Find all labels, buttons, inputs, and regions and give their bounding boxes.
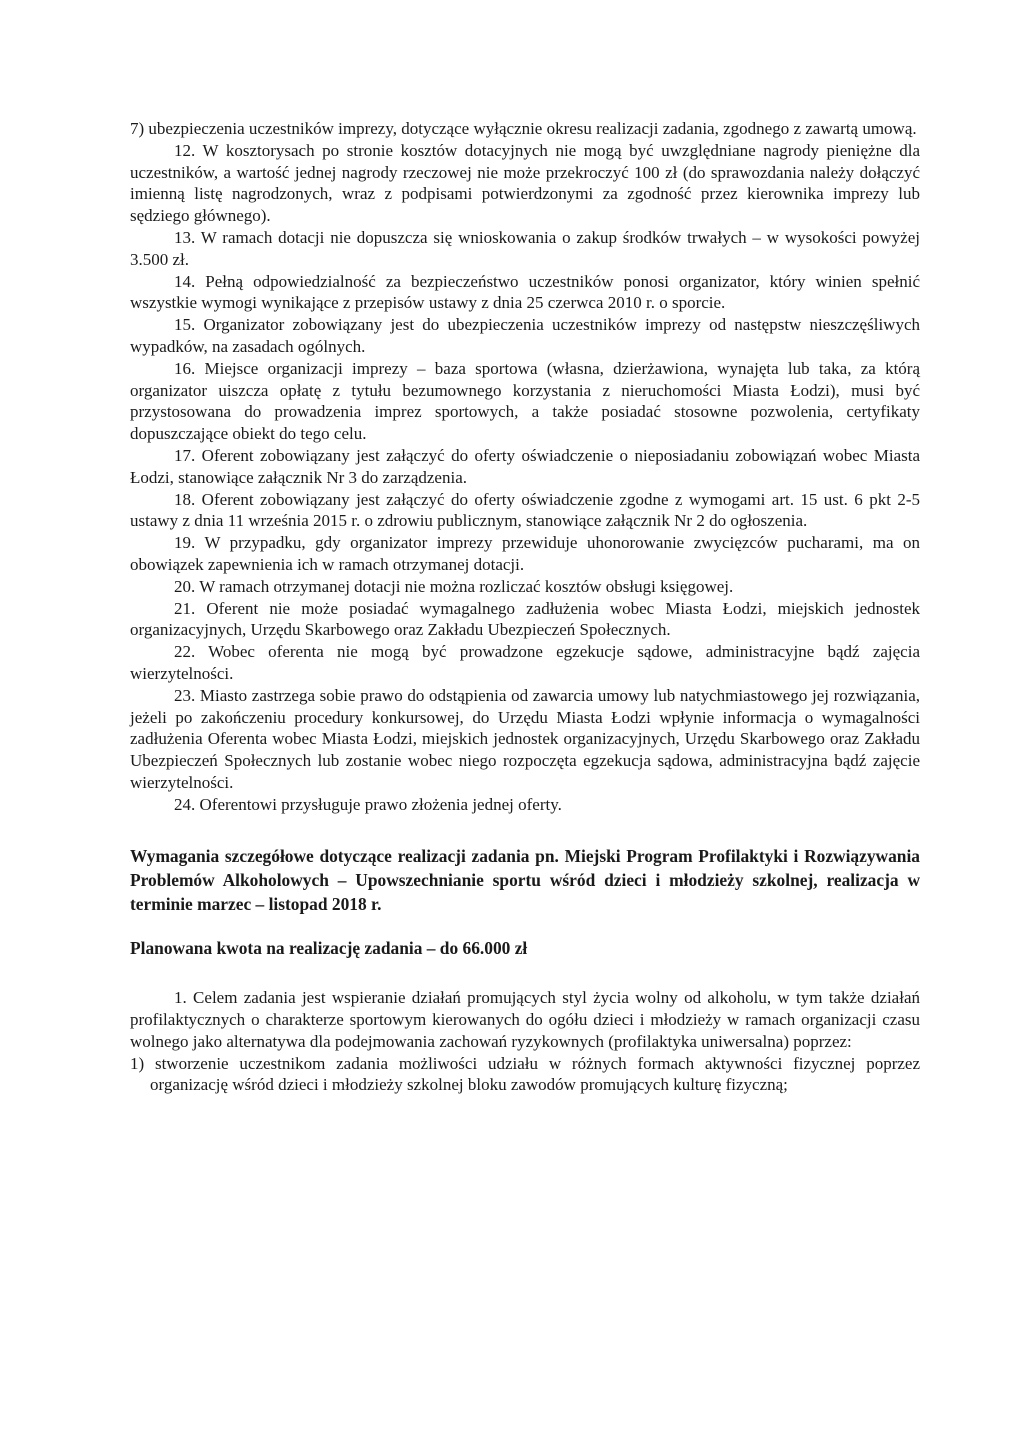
paragraph-21: 21. Oferent nie może posiadać wymagalnego zadłużenia wobec Miasta Łodzi, miejskich jednostek organizacyjnych, Urzędu Skarbowego oraz Zakładu Ubezpieczeń Społecznych. bbox=[130, 598, 920, 640]
paragraph-23: 23. Miasto zastrzega sobie prawo do odstąpienia od zawarcia umowy lub natychmiastowego jej rozwiązania, jeżeli po zakończeniu procedury konkursowej, do Urzędu Miasta Łodzi wpłynie informacja o wymagalności zadłużenia Oferenta wobec Miasta Łodzi, miejskich jednostek organizacyjnych, Urzędu Skarbowego oraz Zakładu Ubezpieczeń Społecznych lub zostanie wobec niego rozpoczęta egzekucja sądowa, administracyjna bądź zajęcie wierzytelności. bbox=[130, 685, 920, 792]
paragraph-17: 17. Oferent zobowiązany jest załączyć do oferty oświadczenie o nieposiadaniu zobowiązań wobec Miasta Łodzi, stanowiące załącznik Nr 3 do zarządzenia. bbox=[130, 445, 920, 487]
planned-amount: Planowana kwota na realizację zadania – do 66.000 zł bbox=[130, 937, 528, 958]
goal-item-1: 1) stworzenie uczestnikom zadania możliwości udziału w różnych formach aktywności fizycznej poprzez organizację wśród dzieci i młodzieży szkolnej bloku zawodów promujących kulturę fizyczną; bbox=[130, 1053, 920, 1095]
list-item-7: 7) ubezpieczenia uczestników imprezy, dotyczące wyłącznie okresu realizacji zadania, zgodnego z zawartą umową. bbox=[130, 119, 917, 138]
paragraph-16: 16. Miejsce organizacji imprezy – baza sportowa (własna, dzierżawiona, wynajęta lub taka, za którą organizator uiszcza opłatę z tytułu bezumownego korzystania z nieruchomości Miasta Łodzi), musi być przystosowana do prowadzenia imprez sportowych, a także posiadać stosowne pozwolenia, certyfikaty dopuszczające obiekt do tego celu. bbox=[130, 358, 920, 444]
paragraph-13: 13. W ramach dotacji nie dopuszcza się wnioskowania o zakup środków trwałych – w wysokości powyżej 3.500 zł. bbox=[130, 227, 920, 269]
section-heading: Wymagania szczegółowe dotyczące realizacji zadania pn. Miejski Program Profilaktyki i Rozwiązywania Problemów Alkoholowych – Upowszechnianie sportu wśród dzieci i młodzieży szkolnej, realizacja w terminie marzec – listopad 2018 r. bbox=[130, 845, 920, 914]
paragraph-14: 14. Pełną odpowiedzialność za bezpieczeństwo uczestników ponosi organizator, który winien spełnić wszystkie wymogi wynikające z przepisów ustawy z dnia 25 czerwca 2010 r. o sporcie. bbox=[130, 271, 920, 313]
goal-paragraph: 1. Celem zadania jest wspieranie działań promujących styl życia wolny od alkoholu, w tym także działań profilaktycznych o charakterze sportowym kierowanych do ogółu dzieci i młodzieży w ramach organizacji czasu wolnego jako alternatywa dla podejmowania zachowań ryzykownych (profilaktyka uniwersalna) poprzez: bbox=[130, 988, 920, 1051]
paragraph-12: 12. W kosztorysach po stronie kosztów dotacyjnych nie mogą być uwzględniane nagrody pieniężne dla uczestników, a wartość jednej nagrody rzeczowej nie może przekroczyć 100 zł (do sprawozdania należy dołączyć imienną listę nagrodzonych, wraz z podpisami potwierdzonymi za zgodność przez kierownika imprezy lub sędziego głównego). bbox=[130, 140, 920, 226]
paragraph-20: 20. W ramach otrzymanej dotacji nie można rozliczać kosztów obsługi księgowej. bbox=[174, 576, 734, 596]
paragraph-18: 18. Oferent zobowiązany jest załączyć do oferty oświadczenie zgodne z wymogami art. 15 ust. 6 pkt 2-5 ustawy z dnia 11 września 2015 r. o zdrowiu publicznym, stanowiące załącznik Nr 2 do ogłoszenia. bbox=[130, 489, 920, 531]
paragraph-24: 24. Oferentowi przysługuje prawo złożenia jednej oferty. bbox=[174, 794, 562, 814]
paragraph-15: 15. Organizator zobowiązany jest do ubezpieczenia uczestników imprezy od następstw nieszczęśliwych wypadków, na zasadach ogólnych. bbox=[130, 315, 920, 356]
paragraph-22: 22. Wobec oferenta nie mogą być prowadzone egzekucje sądowe, administracyjne bądź zajęcia wierzytelności. bbox=[130, 642, 920, 683]
paragraph-19: 19. W przypadku, gdy organizator imprezy przewiduje uhonorowanie zwycięzców pucharami, ma on obowiązek zapewnienia ich w ramach otrzymanej dotacji. bbox=[130, 533, 920, 574]
